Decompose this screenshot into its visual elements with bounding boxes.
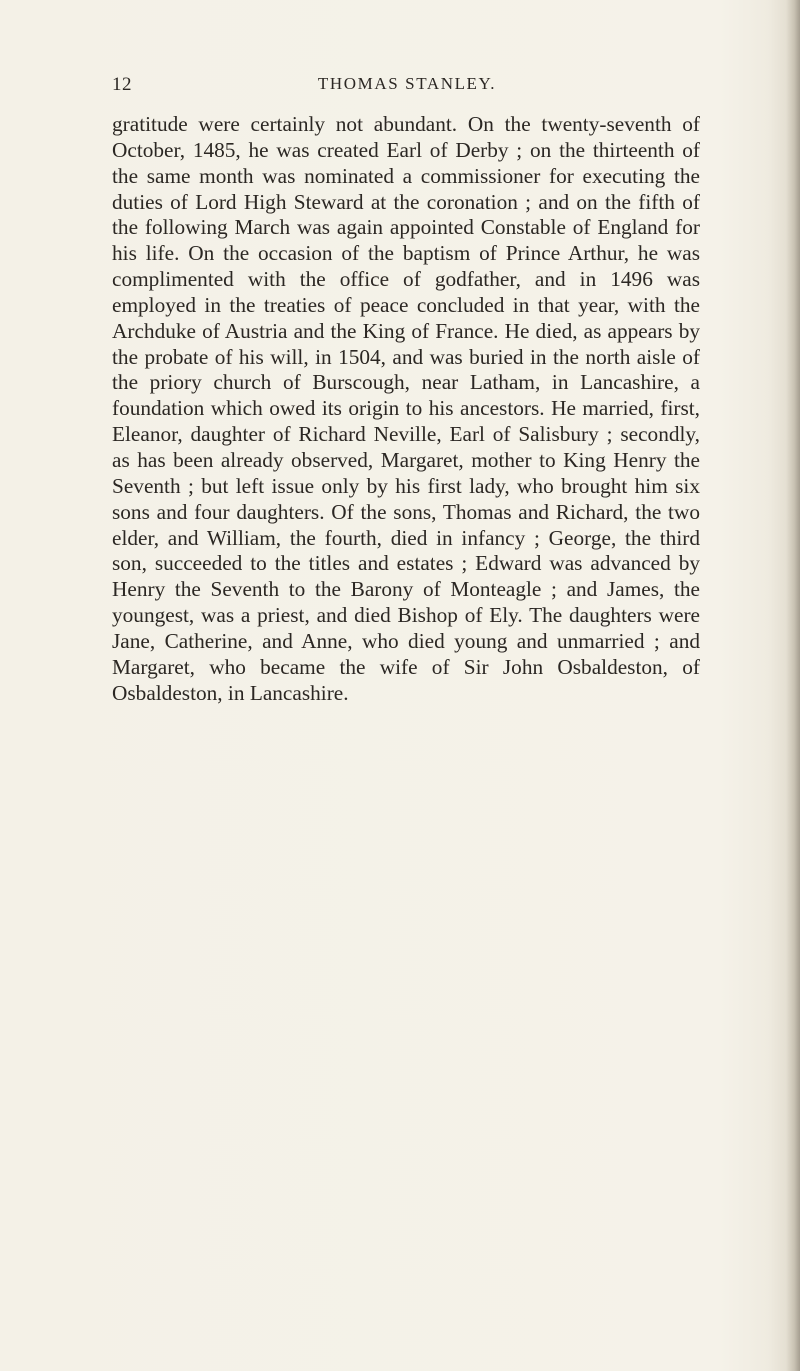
running-title: THOMAS STANLEY.	[317, 74, 497, 93]
page-number: 12	[112, 74, 132, 95]
running-head	[112, 74, 702, 100]
page-edge-shadow	[786, 0, 800, 1371]
body-paragraph: gratitude were certainly not abundant. On the twenty-seventh of October, 1485, he was created Earl of Derby ; on the thirteenth of the same month was nominated a commissioner for executing the duties of Lord High Steward at the coronation ; and on the fifth of the following March was again appointed Constable of England for his life. On the occasion of the baptism of Prince Arthur, he was complimented with the office of godfather, and in 1496 was employed in the treaties of peace concluded in that year, with the Archduke of Austria and the King of France. He died, as appears by the probate of his will, in 1504, and was buried in the north aisle of the priory church of Burscough, near Latham, in Lancashire, a foundation which owed its origin to his ancestors. He married, first, Eleanor, daughter of Richard Neville, Earl of Salisbury ; secondly, as has been already observed, Margaret, mother to King Henry the Seventh ; but left issue only by his first lady, who brought him six sons and four daughters. Of the sons, Thomas and Richard, the two elder, and William, the fourth, died in infancy ; George, the third son, succeeded to the titles and estates ; Edward was advanced by Henry the Seventh to the Barony of Monteagle ; and James, the youngest, was a priest, and died Bishop of Ely. The daughters were Jane, Catherine, and Anne, who died young and unmarried ; and Margaret, who became the wife of Sir John Osbaldeston, of Osbaldeston, in Lancashire.	[112, 112, 700, 705]
